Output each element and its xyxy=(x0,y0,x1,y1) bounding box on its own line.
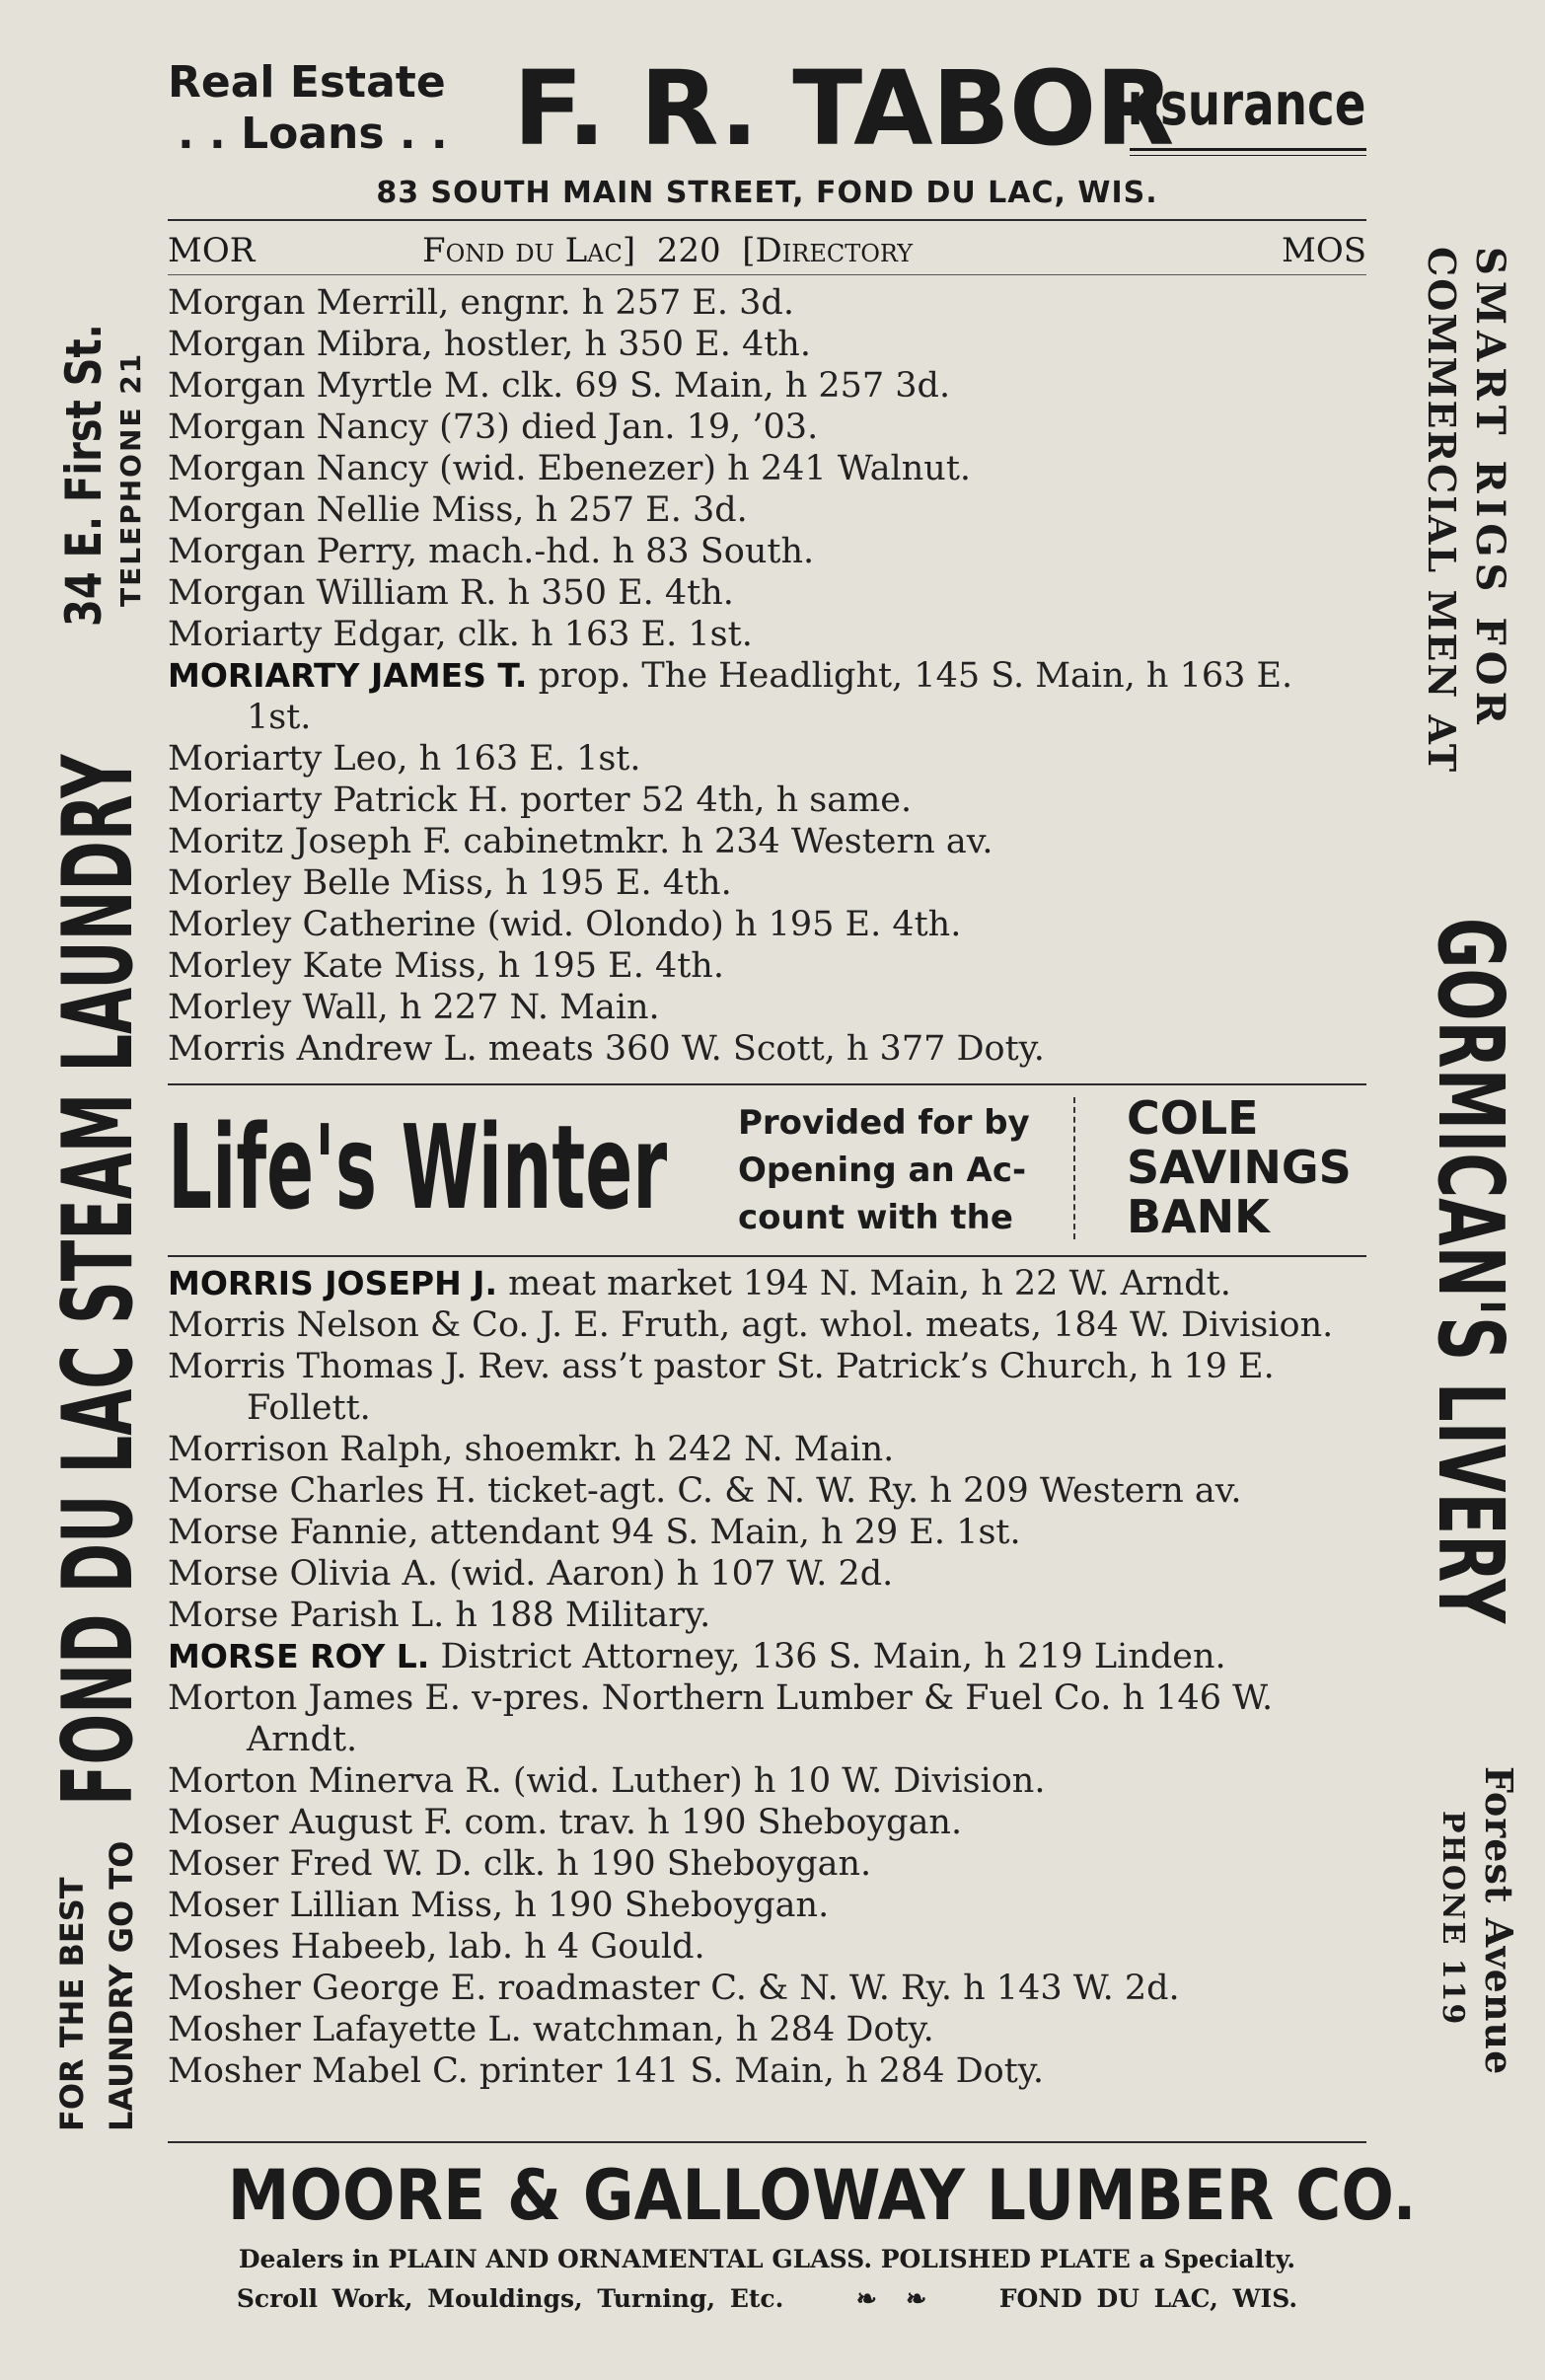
directory-entry: MORSE ROY L. District Attorney, 136 S. Main, h 219 Linden. xyxy=(168,1637,1226,1676)
directory-entry: Morley Belle Miss, h 195 E. 4th. xyxy=(168,863,732,903)
ad-insurance-underline xyxy=(1130,148,1366,156)
directory-entry: Morse Parish L. h 188 Military. xyxy=(168,1596,711,1635)
directory-entry: Morgan Nancy (73) died Jan. 19, ’03. xyxy=(168,408,819,447)
directory-entry: Mosher Mabel C. printer 141 S. Main, h 284 Doty. xyxy=(168,2051,1045,2091)
bank-ad-bank-name xyxy=(1127,1093,1352,1241)
lumber-ad-line2: Scroll Work, Mouldings, Turning, Etc. ❧ ❧ FOND DU LAC, WIS. xyxy=(236,2284,1298,2313)
lumber-ad-name: MOORE & GALLOWAY LUMBER CO. xyxy=(227,2155,1417,2236)
left-ad-small-line1: FOR THE BEST xyxy=(53,1877,91,2131)
left-ad-small-line2: LAUNDRY GO TO xyxy=(103,1840,140,2131)
directory-entry: MORIARTY JAMES T. prop. The Headlight, 145 S. Main, h 163 E. 1st. xyxy=(168,656,1293,737)
directory-entry: Morrison Ralph, shoemkr. h 242 N. Main. xyxy=(168,1430,895,1469)
directory-entry: Moses Habeeb, lab. h 4 Gould. xyxy=(168,1927,705,1967)
directory-entry: Morley Wall, h 227 N. Main. xyxy=(168,988,660,1027)
directory-entry: Morris Nelson & Co. J. E. Fruth, agt. whol. meats, 184 W. Division. xyxy=(168,1305,1334,1345)
directory-entry: Moriarty Edgar, clk. h 163 E. 1st. xyxy=(168,615,753,654)
bank-ad-bottom-rule xyxy=(168,1255,1366,1257)
directory-entry: Morley Kate Miss, h 195 E. 4th. xyxy=(168,946,724,986)
directory-entries-lower xyxy=(168,1263,1366,2092)
directory-entry: Morgan Nellie Miss, h 257 E. 3d. xyxy=(168,490,748,530)
directory-entry: Moriarty Leo, h 163 E. 1st. xyxy=(168,739,641,779)
directory-entry: Morse Fannie, attendant 94 S. Main, h 29 E. 1st. xyxy=(168,1513,1021,1552)
running-head-underline xyxy=(168,274,1366,275)
directory-entry: Moser August F. com. trav. h 190 Sheboygan. xyxy=(168,1803,963,1842)
right-ad-line1: SMART RIGS FOR xyxy=(1467,247,1513,730)
directory-entries-upper xyxy=(168,282,1366,1070)
running-head-left: MOR xyxy=(168,231,256,270)
bank-ad-brace xyxy=(1073,1097,1083,1239)
ad-insurance: Insurance xyxy=(1110,70,1366,139)
directory-entry: Moser Lillian Miss, h 190 Sheboygan. xyxy=(168,1886,830,1925)
ad-services xyxy=(168,57,448,160)
ad-real-estate: Real Estate xyxy=(168,57,446,108)
bank-ad-body-line: Opening an Ac- xyxy=(738,1151,1027,1190)
left-ad-address: 34 E. First St. xyxy=(55,324,112,627)
ad-address: 83 SOUTH MAIN STREET, FOND DU LAC, WIS. xyxy=(376,176,1158,210)
directory-entry: Morse Charles H. ticket-agt. C. & N. W. Ry. h 209 Western av. xyxy=(168,1471,1242,1511)
bank-name-line: COLE xyxy=(1127,1091,1259,1145)
directory-entry: Morton James E. v-pres. Northern Lumber & Fuel Co. h 146 W. Arndt. xyxy=(168,1678,1274,1759)
bank-ad-body-line: count with the xyxy=(738,1198,1013,1237)
lumber-ad-line1: Dealers in PLAIN AND ORNAMENTAL GLASS. POLISHED PLATE a Specialty. xyxy=(238,2245,1296,2273)
left-margin-ad xyxy=(39,227,158,2131)
directory-entry: MORRIS JOSEPH J. meat market 194 N. Main, h 22 W. Arndt. xyxy=(168,1264,1231,1303)
bank-ad-headline: Life's Winter xyxy=(168,1099,668,1235)
right-ad-line2: COMMERCIAL MEN AT xyxy=(1420,247,1464,775)
ad-loans: . . Loans . . xyxy=(178,109,448,159)
directory-entry: Morse Olivia A. (wid. Aaron) h 107 W. 2d. xyxy=(168,1554,894,1594)
right-ad-phone: PHONE 119 xyxy=(1435,1811,1470,2027)
directory-entry: Mosher George E. roadmaster C. & N. W. Ry. h 143 W. 2d. xyxy=(168,1969,1180,2008)
directory-entry: Morgan Mibra, hostler, h 350 E. 4th. xyxy=(168,325,811,364)
bank-name-line: BANK xyxy=(1127,1190,1270,1243)
directory-entry: Morris Thomas J. Rev. ass’t pastor St. Patrick’s Church, h 19 E. Follett. xyxy=(168,1347,1275,1428)
directory-entry: Moritz Joseph F. cabinetmkr. h 234 Western av. xyxy=(168,822,993,861)
directory-entry: Morley Catherine (wid. Olondo) h 195 E. 4th. xyxy=(168,905,962,944)
directory-entry: Morgan Perry, mach.-hd. h 83 South. xyxy=(168,532,815,571)
bank-ad-top-rule xyxy=(168,1083,1366,1085)
right-margin-ad xyxy=(1391,247,1529,2131)
directory-entry: Morgan Nancy (wid. Ebenezer) h 241 Walnut. xyxy=(168,449,972,488)
bank-ad-body xyxy=(738,1099,1069,1241)
bottom-ad-rule xyxy=(168,2141,1366,2143)
directory-entry: Moser Fred W. D. clk. h 190 Sheboygan. xyxy=(168,1844,872,1884)
directory-entry: Morris Andrew L. meats 360 W. Scott, h 377 Doty. xyxy=(168,1029,1045,1069)
directory-entry: Morton Minerva R. (wid. Luther) h 10 W. Division. xyxy=(168,1761,1046,1801)
directory-entry: Morgan William R. h 350 E. 4th. xyxy=(168,573,734,613)
directory-entry: Morgan Merrill, engnr. h 257 E. 3d. xyxy=(168,283,794,323)
running-head xyxy=(168,229,1366,272)
right-ad-address: Forest Avenue xyxy=(1477,1766,1521,2076)
running-head-right: MOS xyxy=(1282,231,1366,270)
lumber-advertisement xyxy=(168,2151,1417,2348)
directory-entry: Morgan Myrtle M. clk. 69 S. Main, h 257 3d. xyxy=(168,366,951,406)
header-rule xyxy=(168,219,1366,221)
bank-ad-body-line: Provided for by xyxy=(738,1103,1030,1143)
directory-entry: Moriarty Patrick H. porter 52 4th, h same. xyxy=(168,781,913,820)
bank-advertisement xyxy=(168,1083,1366,1257)
bank-name-line: SAVINGS xyxy=(1127,1141,1352,1194)
left-ad-telephone: TELEPHONE 21 xyxy=(114,351,147,607)
right-ad-livery-name: GORMICAN'S LIVERY xyxy=(1418,918,1523,1624)
running-head-center: Fond du Lac] 220 [Directory xyxy=(422,231,914,270)
top-advertisement xyxy=(168,48,1366,210)
left-ad-laundry-name: FOND DU LAC STEAM LAUNDRY xyxy=(42,754,155,1806)
directory-entry: Mosher Lafayette L. watchman, h 284 Doty. xyxy=(168,2010,934,2049)
ad-business-name: F. R. TABOR xyxy=(513,48,1174,169)
